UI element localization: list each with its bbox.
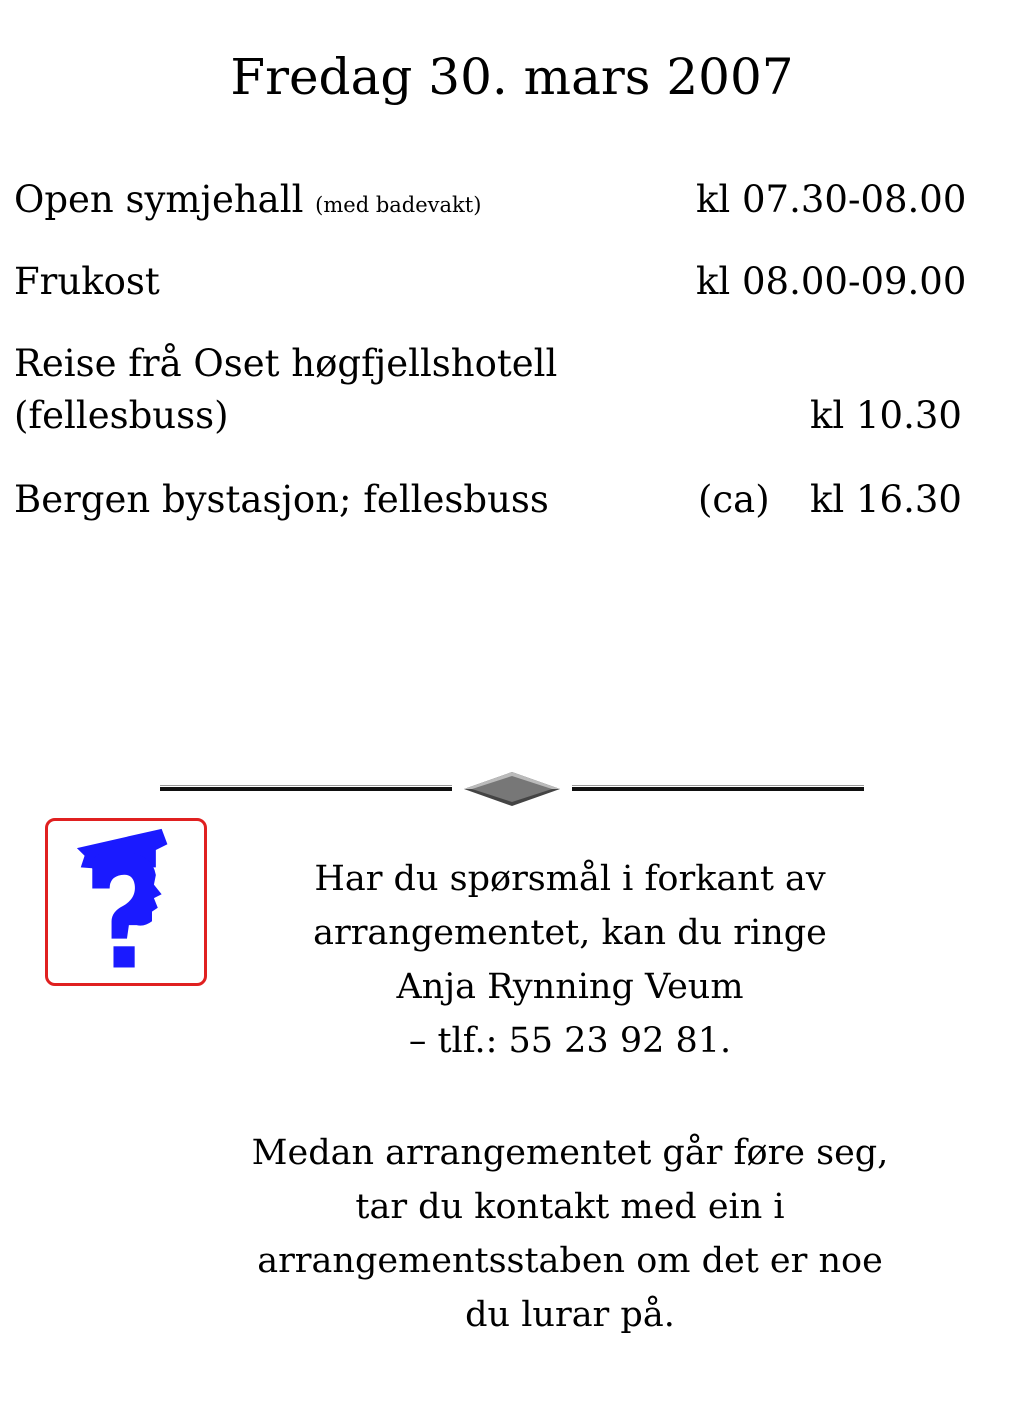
contact-info-during	[210, 1126, 930, 1342]
question-box	[45, 818, 207, 986]
info-line: tar du kontakt med ein i	[355, 1187, 785, 1227]
question-mark-person-icon	[48, 821, 204, 983]
schedule-item-text: Open symjehall	[14, 178, 304, 221]
schedule-item-time: kl 10.30	[810, 394, 962, 437]
ornamental-divider	[158, 768, 866, 808]
contact-info-before	[210, 852, 930, 1068]
info-line: Medan arrangementet går føre seg,	[251, 1133, 889, 1173]
info-line: du lurar på.	[465, 1295, 675, 1335]
info-line-phone: – tlf.: 55 23 92 81.	[408, 1021, 732, 1061]
schedule-item-label: Bergen bystasjon; fellesbuss	[14, 478, 549, 521]
info-line: Anja Rynning Veum	[396, 967, 744, 1007]
schedule-item-label: Reise frå Oset høgfjellshotell	[14, 342, 558, 385]
schedule-item-label	[14, 174, 481, 231]
info-line: arrangementsstaben om det er noe	[257, 1241, 883, 1281]
page-title: Fredag 30. mars 2007	[230, 48, 794, 106]
schedule-item-label-continued: (fellesbuss)	[14, 394, 229, 437]
schedule-item-approx: (ca)	[698, 478, 770, 521]
schedule-item-note: (med badevakt)	[315, 193, 482, 217]
schedule-item-time: kl 16.30	[810, 478, 962, 521]
info-line: arrangementet, kan du ringe	[313, 913, 827, 953]
schedule-item-time: kl 08.00-09.00	[696, 260, 967, 303]
info-line: Har du spørsmål i forkant av	[314, 859, 826, 899]
schedule-item-label: Frukost	[14, 260, 160, 303]
schedule-item-time: kl 07.30-08.00	[696, 178, 967, 221]
